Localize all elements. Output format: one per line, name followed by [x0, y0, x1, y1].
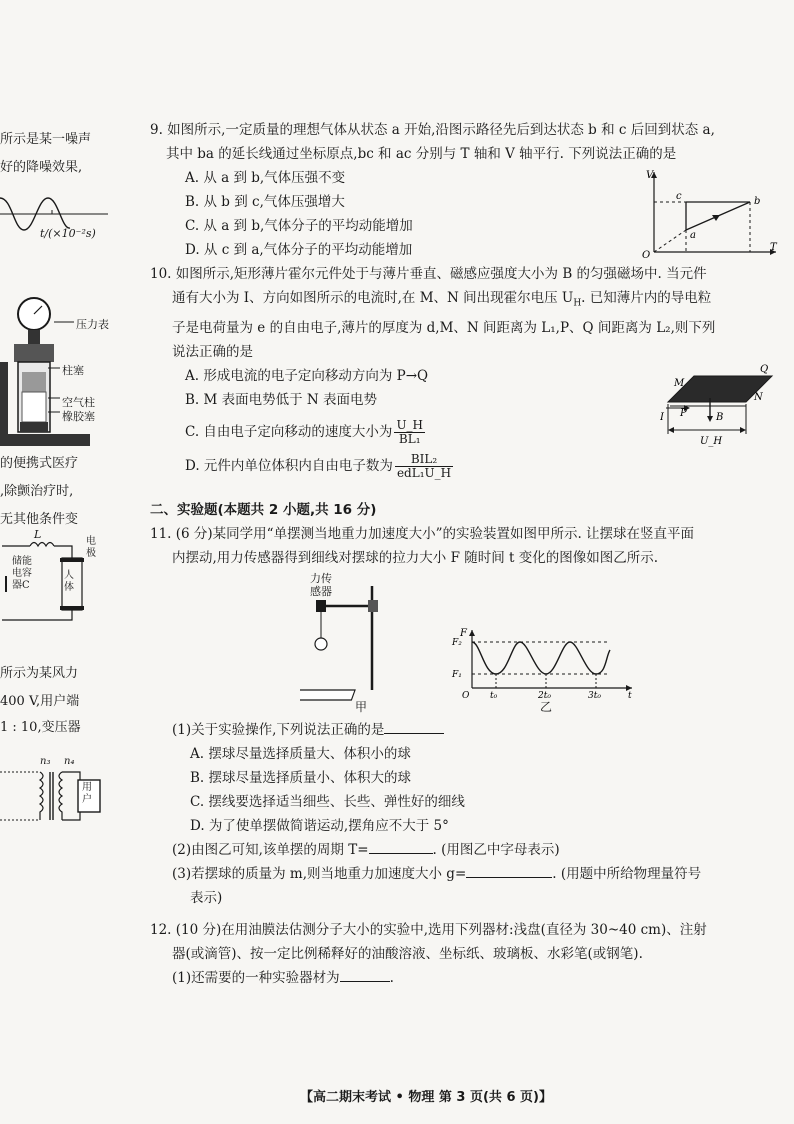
- q9-point-b: b: [754, 196, 761, 207]
- q9-point-c: c: [676, 191, 682, 202]
- q11-sub1-blank[interactable]: [384, 719, 444, 734]
- q11-graph-f1: F₁: [452, 670, 462, 680]
- q10-hall-element-diagram: [660, 362, 784, 448]
- left-text-8: 1 : 10,变压器: [0, 720, 81, 735]
- q9-option-b: B. 从 b 到 c,气体压强增大: [185, 194, 345, 210]
- q10-label-i: I: [660, 412, 664, 423]
- q11-graph-f2: F₂: [452, 638, 462, 648]
- q9-option-a: A. 从 a 到 b,气体压强不变: [185, 170, 346, 186]
- section-experiment-header: 二、实验题(本题共 2 小题,共 16 分): [150, 502, 377, 518]
- q11-sub1-option-d: D. 为了使单摆做简谐运动,摆角应不大于 5°: [190, 818, 449, 834]
- left-text-2: 好的降噪效果,: [0, 160, 83, 175]
- q11-figure-yi-caption: 乙: [540, 700, 553, 714]
- inductor-label: L: [34, 528, 42, 541]
- plunger-label: 柱塞: [62, 364, 84, 377]
- q11-sub3: (3)若摆球的质量为 m,则当地重力加速度大小 g= . (用题中所给物理量符号: [150, 862, 780, 886]
- q9-t-axis-label: T: [770, 242, 777, 253]
- q12-stem-line2: 器(或滴管)、按一定比例稀释好的油酸溶液、坐标纸、玻璃板、水彩笔(或钢笔).: [172, 946, 643, 962]
- q9-v-axis-label: V: [646, 170, 654, 181]
- q10-label-n: N: [754, 392, 763, 403]
- q9-stem-line2: 其中 ba 的延长线通过坐标原点,bc 和 ac 分别与 T 轴和 V 轴平行. 下列说法正确的是: [166, 146, 677, 162]
- q10-d-fraction: $\frac{\text{BIL₂}}{\text{edL₁U\_H}}$: [396, 451, 452, 480]
- q10-stem-line1: 10. 如图所示,矩形薄片霍尔元件处于与薄片垂直、磁感应强度大小为 B 的匀强磁场中. 当元件: [150, 266, 707, 282]
- left-text-1: 所示是某一噪声: [0, 132, 92, 147]
- q11-graph-f-axis: F: [460, 628, 467, 639]
- q11-sub1-option-c: C. 摆线要选择适当细些、长些、弹性好的细线: [190, 794, 465, 810]
- q11-graph-origin: O: [462, 691, 470, 701]
- q9-stem-line1: 9. 如图所示,一定质量的理想气体从状态 a 开始,沿图示路径先后到达状态 b 和 c 后回到状态 a,: [150, 122, 715, 138]
- q11-subquestions: [150, 718, 780, 910]
- q11-figure-jia-caption: 甲: [355, 700, 368, 714]
- q9-option-d: D. 从 c 到 a,气体分子的平均动能增加: [185, 242, 413, 258]
- q9-origin-label: O: [642, 250, 651, 260]
- capacitor-label: 储能电容器C: [12, 556, 32, 591]
- q11-sub1-option-b: B. 摆球尽量选择质量小、体积大的球: [190, 770, 412, 786]
- left-text-3: 的便携式医疗: [0, 456, 79, 471]
- left-text-7: 400 V,用户端: [0, 694, 80, 709]
- question-11: [150, 522, 770, 570]
- n4-label: n₄: [64, 756, 75, 767]
- q11-force-sensor-label: 力传感器: [310, 572, 332, 598]
- q11-graph-t0: t₀: [490, 691, 498, 701]
- q11-sub1-option-a: A. 摆球尽量选择质量大、体积小的球: [190, 746, 411, 762]
- q12-stem-line1: 12. (10 分)在用油膜法估测分子大小的实验中,选用下列器材:浅盘(直径为 30~40 cm)、注射: [150, 922, 707, 938]
- q11-sub3-cont: 表示): [190, 890, 223, 906]
- q12-sub1: (1)还需要的一种实验器材为 .: [150, 966, 770, 990]
- q11-sub3-blank[interactable]: [466, 863, 552, 878]
- sine-wave-fragment: [0, 178, 110, 258]
- q11-graph-t-axis: t: [628, 691, 632, 701]
- q10-label-b: B: [716, 412, 724, 423]
- left-axis-label: t/(×10⁻²s): [40, 227, 96, 240]
- q10-option-c: C. 自由电子定向移动的速度大小为 $\frac{U\_H}{\text{BL₁}}$: [185, 417, 424, 446]
- q10-label-uh: U_H: [700, 436, 723, 447]
- human-body-label: 人体: [64, 570, 74, 593]
- left-text-4: ,除颤治疗时,: [0, 484, 74, 499]
- q10-option-d: D. 元件内单位体积内自由电子数为 $\frac{\text{BIL₂}}{\text{edL₁U\_H}}$: [185, 451, 452, 480]
- n3-label: n₃: [40, 756, 51, 767]
- q9-point-a: a: [690, 230, 696, 241]
- q11-sub1: (1)关于实验操作,下列说法正确的是: [150, 718, 780, 742]
- q12-sub1-blank[interactable]: [340, 967, 390, 982]
- q11-stem-line1: 11. (6 分)某同学用“单摆测当地重力加速度大小”的实验装置如图甲所示. 让摆球在竖直平面: [150, 526, 695, 542]
- air-column-label: 空气柱: [62, 396, 95, 409]
- q11-graph-3t0: 3t₀: [588, 691, 601, 701]
- q11-sub2-blank[interactable]: [369, 839, 433, 854]
- user-label: 用户: [82, 782, 92, 805]
- q10-label-m: M: [674, 378, 685, 389]
- q9-option-c: C. 从 a 到 b,气体分子的平均动能增加: [185, 218, 413, 234]
- q10-option-b: B. M 表面电势低于 N 表面电势: [185, 391, 378, 408]
- q10-stem-line4: 说法正确的是: [172, 343, 253, 360]
- pressure-gauge-label: 压力表: [76, 318, 109, 331]
- q10-c-fraction: $\frac{U\_H}{\text{BL₁}}$: [396, 417, 424, 446]
- question-12: [150, 918, 770, 990]
- q10-option-a: A. 形成电流的电子定向移动方向为 P→Q: [185, 367, 429, 384]
- left-text-6: 所示为某风力: [0, 666, 79, 681]
- q10-stem-line3: 子是电荷量为 e 的自由电子,薄片的厚度为 d,M、N 间距离为 L₁,P、Q 间距离为 L₂,则下列: [172, 319, 716, 336]
- q10-label-p: P: [680, 408, 687, 419]
- electrode-label: 电极: [86, 536, 96, 559]
- q11-sub2: (2)由图乙可知,该单摆的周期 T= . (用图乙中字母表示): [150, 838, 780, 862]
- page-footer: 【高二期末考试 • 物理 第 3 页(共 6 页)】: [300, 1090, 552, 1105]
- q11-graph-2t0: 2t₀: [538, 691, 551, 701]
- q10-stem-line2: 通有大小为 I、方向如图所示的电流时,在 M、N 间出现霍尔电压 $U_H$. 已知薄片内的导电粒: [172, 290, 712, 309]
- q11-stem-line2: 内摆动,用力传感器得到细线对摆球的拉力大小 F 随时间 t 变化的图像如图乙所示.: [172, 550, 659, 566]
- q9-vt-diagram: [640, 168, 780, 260]
- q10-label-q: Q: [760, 364, 769, 375]
- left-text-5: 无其他条件变: [0, 512, 79, 527]
- rubber-plug-label: 橡胶塞: [62, 410, 95, 423]
